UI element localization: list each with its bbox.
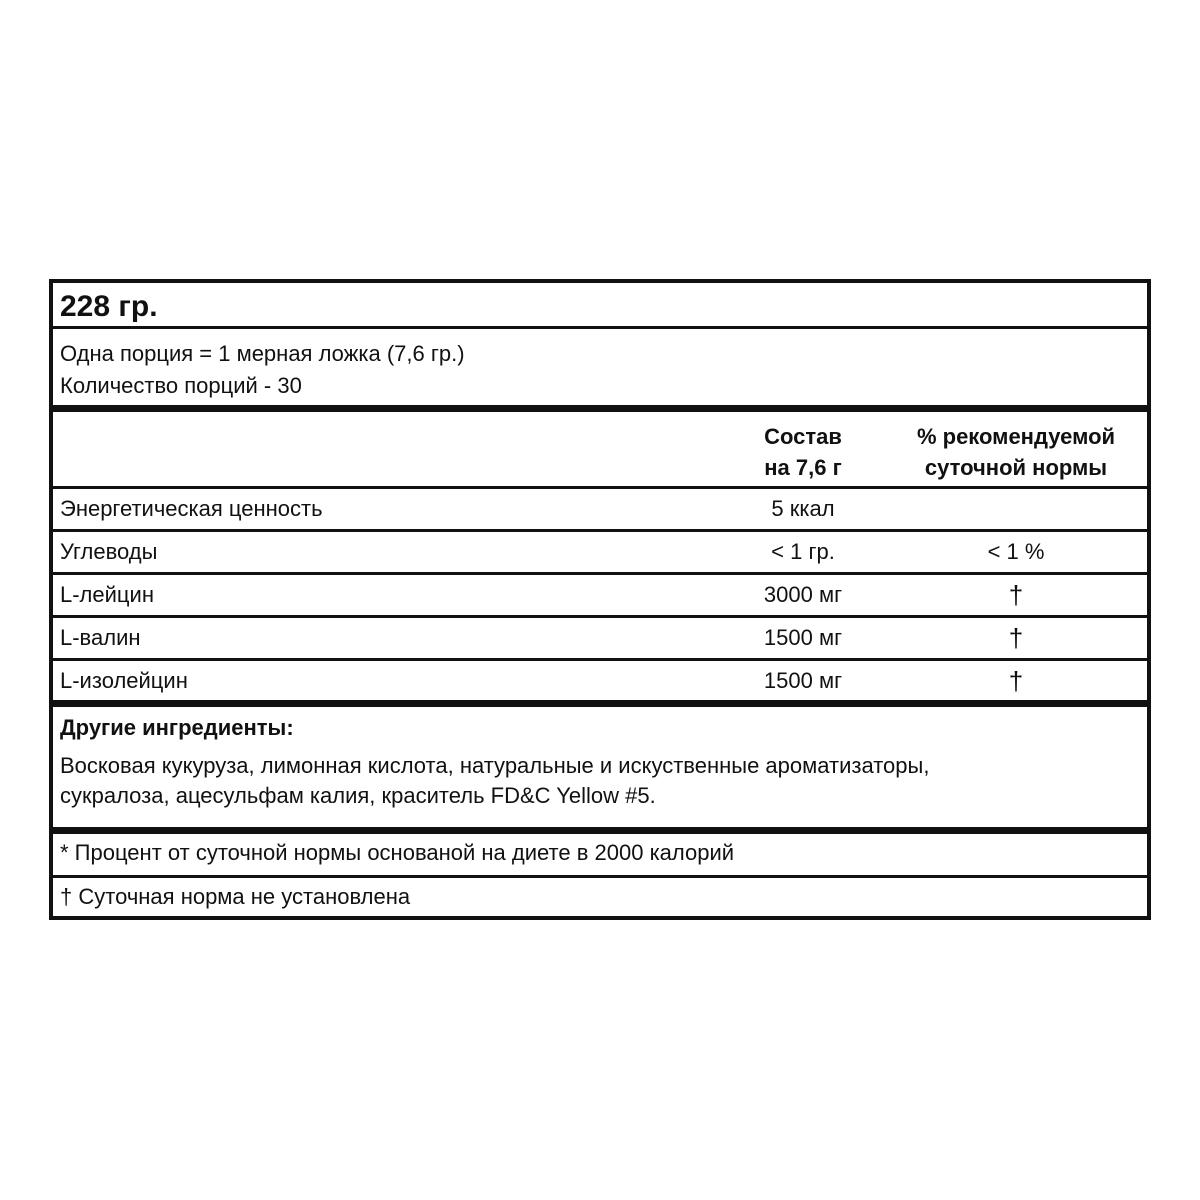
percent-note: * Процент от суточной нормы основаной на диете в 2000 калорий: [60, 840, 735, 865]
nutrient-amount: 1500 мг: [763, 625, 843, 650]
nutrient-name: L-лейцин: [60, 582, 154, 607]
nutrient-daily-value: †: [1008, 666, 1024, 696]
table-row: [53, 486, 1147, 529]
footnote-percent: [53, 827, 1147, 875]
other-ingredients-section: [53, 700, 1147, 827]
amount-header-line1: Состав: [764, 424, 842, 449]
amount-column-header: [713, 421, 893, 483]
other-ingredients-line: Восковая кукуруза, лимонная кислота, натуральные и искуственные ароматизаторы,: [60, 753, 930, 778]
nutrient-amount: 1500 мг: [763, 668, 843, 693]
nutrient-amount: 5 ккал: [771, 496, 835, 521]
nutrient-name: L-изолейцин: [60, 668, 188, 693]
nutrient-name: L-валин: [60, 625, 141, 650]
nutrient-daily-value: < 1 %: [987, 539, 1045, 564]
dagger-note: † Суточная норма не установлена: [60, 884, 411, 909]
dv-header-line2: суточной нормы: [924, 455, 1108, 480]
other-ingredients-line: сукралоза, ацесульфам калия, краситель FD&C Yellow #5.: [60, 783, 656, 808]
package-weight: 228 гр.: [60, 290, 158, 323]
table-row: [53, 572, 1147, 615]
nutrient-amount: 3000 мг: [763, 582, 843, 607]
table-row: [53, 529, 1147, 572]
nutrient-amount: < 1 гр.: [771, 539, 835, 564]
nutrient-daily-value: †: [1008, 623, 1024, 653]
nutrient-daily-value: †: [1008, 580, 1024, 610]
other-ingredients-title: Другие ингредиенты:: [60, 715, 294, 740]
amount-header-line2: на 7,6 г: [764, 455, 842, 480]
nutrient-name: Углеводы: [60, 539, 158, 564]
serving-info: [60, 338, 465, 402]
dv-header-line1: % рекомендуемой: [916, 424, 1116, 449]
serving-size: Одна порция = 1 мерная ложка (7,6 гр.): [60, 341, 465, 366]
table-header: [53, 405, 1147, 486]
footnote-dagger: [53, 875, 1147, 916]
other-ingredients-text: [60, 751, 1120, 811]
table-row: [53, 658, 1147, 700]
daily-value-column-header: [891, 421, 1141, 483]
nutrition-label: [49, 279, 1151, 920]
table-row: [53, 615, 1147, 658]
weight-section: [53, 283, 1147, 326]
servings-count: Количество порций - 30: [60, 373, 302, 398]
serving-section: [53, 326, 1147, 405]
nutrient-name: Энергетическая ценность: [60, 496, 323, 521]
